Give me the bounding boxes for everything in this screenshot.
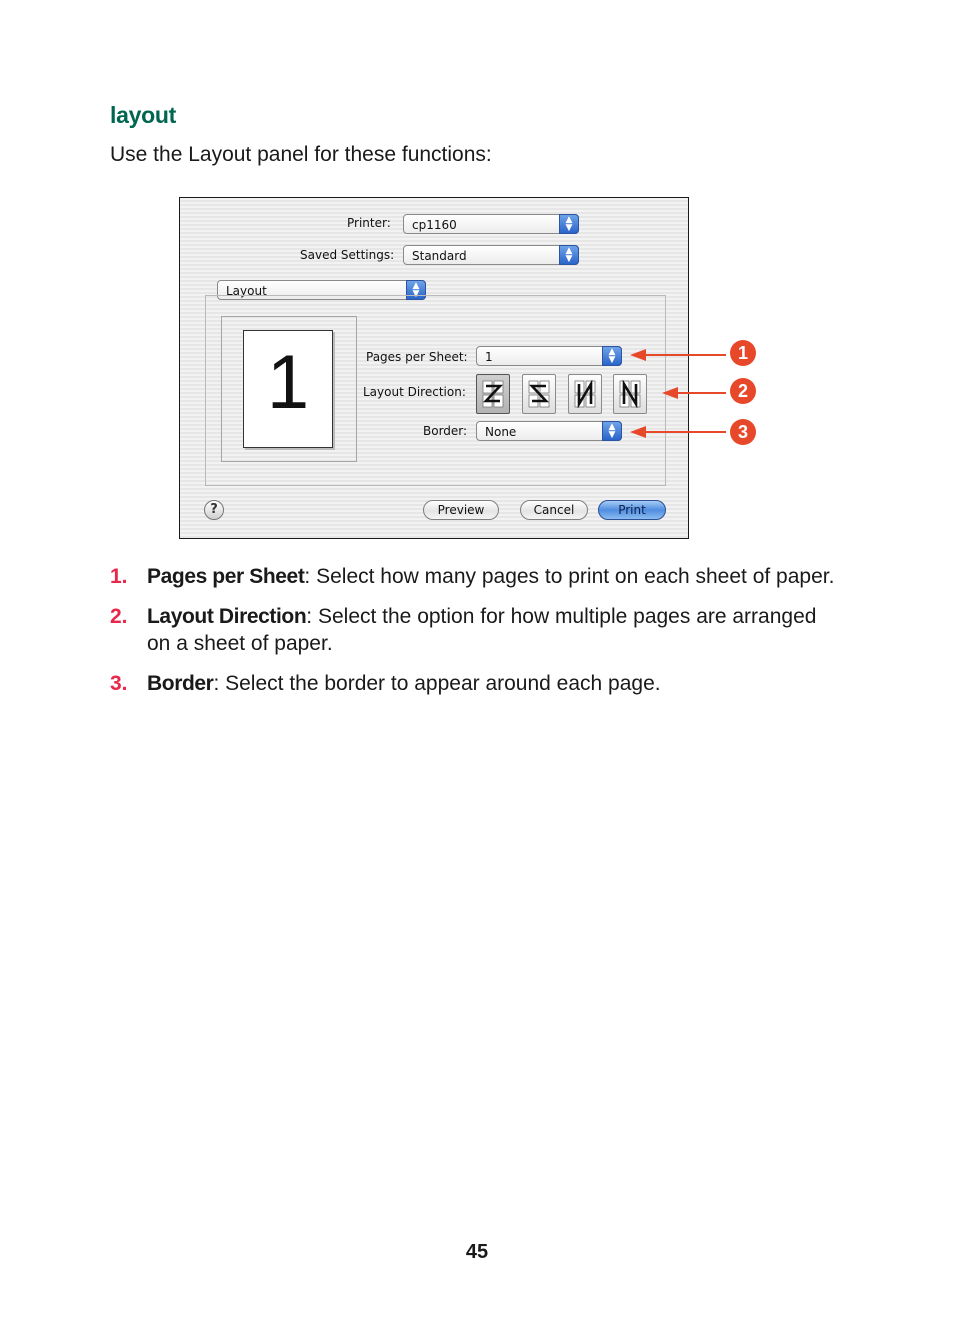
printer-value: cp1160	[412, 218, 457, 232]
direction-z-icon	[482, 380, 504, 408]
print-dialog-screenshot	[179, 197, 689, 539]
print-button[interactable]: Print	[598, 500, 666, 520]
cancel-button[interactable]: Cancel	[520, 500, 588, 520]
popup-arrows-icon: ▲ ▼	[406, 280, 426, 300]
border-value: None	[485, 425, 517, 439]
callout-3-arrowhead-icon	[630, 426, 646, 438]
saved-settings-label: Saved Settings:	[300, 248, 395, 262]
list-item-number: 3.	[110, 672, 128, 695]
callout-2-line	[676, 392, 726, 394]
page-preview-thumbnail	[243, 330, 333, 448]
list-item-number: 2.	[110, 605, 128, 628]
list-item-term: Border	[147, 672, 214, 695]
preview-button[interactable]: Preview	[423, 500, 499, 520]
layout-direction-n-button[interactable]	[613, 374, 647, 414]
list-item-text: : Select how many pages to print on each sheet of paper.	[304, 565, 835, 588]
border-popup[interactable]	[476, 421, 622, 441]
callout-2-badge: 2	[730, 378, 756, 404]
panel-value: Layout	[226, 284, 267, 298]
saved-settings-popup[interactable]	[403, 245, 579, 265]
popup-arrows-icon: ▲ ▼	[602, 421, 622, 441]
callout-3-badge: 3	[730, 419, 756, 445]
callout-2-arrowhead-icon	[662, 387, 678, 399]
pages-per-sheet-label: Pages per Sheet:	[366, 350, 468, 364]
help-button[interactable]: ?	[204, 500, 224, 520]
pages-per-sheet-popup[interactable]	[476, 346, 622, 366]
list-item-term: Layout Direction	[147, 605, 307, 628]
pages-per-sheet-value: 1	[485, 350, 493, 364]
direction-reverse-z-icon	[528, 380, 550, 408]
popup-arrows-icon: ▲ ▼	[559, 214, 579, 234]
direction-n-reverse-icon	[574, 380, 596, 408]
popup-arrows-icon: ▲ ▼	[559, 245, 579, 265]
layout-direction-label: Layout Direction:	[363, 385, 466, 399]
direction-n-icon	[619, 380, 641, 408]
section-title: layout	[110, 102, 176, 128]
list-item-number: 1.	[110, 565, 128, 588]
saved-settings-value: Standard	[412, 249, 467, 263]
callout-3-line	[644, 431, 726, 433]
callout-1-arrowhead-icon	[630, 349, 646, 361]
popup-arrows-icon: ▲ ▼	[602, 346, 622, 366]
list-item-term: Pages per Sheet	[147, 565, 305, 588]
border-label: Border:	[423, 424, 468, 438]
list-item-text: : Select the border to appear around each page.	[213, 672, 661, 695]
printer-popup[interactable]	[403, 214, 579, 234]
callout-1-badge: 1	[730, 340, 756, 366]
printer-label: Printer:	[347, 216, 391, 230]
layout-direction-reverse-z-button[interactable]	[522, 374, 556, 414]
list-item-text: : Select the option for how multiple pages are arranged on a sheet of paper.	[147, 605, 817, 655]
page-number: 45	[465, 1241, 489, 1263]
preview-page-number: 1	[266, 340, 310, 425]
callout-1-line	[644, 354, 726, 356]
layout-direction-z-button[interactable]	[476, 374, 510, 414]
intro-text: Use the Layout panel for these functions:	[110, 143, 492, 166]
layout-direction-n-reverse-button[interactable]	[568, 374, 602, 414]
